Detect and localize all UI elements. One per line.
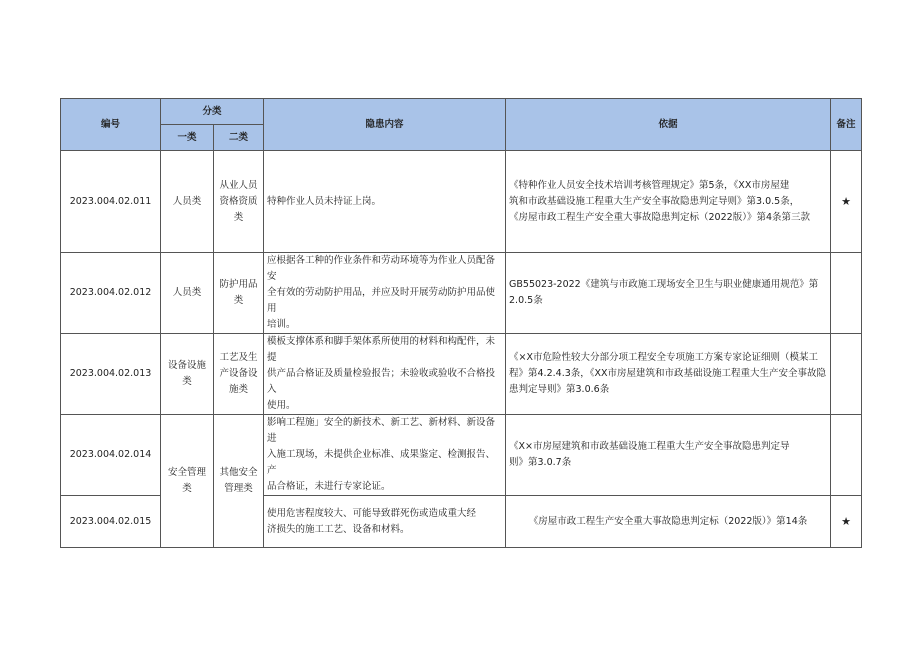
row-cat2 — [214, 334, 264, 415]
row-basis — [506, 253, 831, 334]
content-line: 供产品合格证及质量检验报告；未验收或验收不合格投入 — [267, 368, 496, 395]
row-cat1: 人员类 — [161, 151, 214, 253]
row-id: 2023.004.02.014 — [61, 415, 161, 496]
basis-line: 《×X市危险性较大分部分项工程安全专项施工方案专家论证细则（模某工 — [509, 352, 818, 363]
cat2-line: 资格资质 — [219, 195, 258, 207]
cat2-line: 防护用品 — [219, 279, 258, 290]
row-note-star: ★ — [831, 151, 862, 253]
row-note — [831, 334, 862, 415]
content-line: 济损失的施工工艺、设备和材料。 — [267, 523, 410, 535]
row-cat1: 安全管理类 — [161, 415, 214, 548]
table-row — [61, 415, 862, 496]
cat2-line: 管理类 — [224, 483, 253, 494]
row-cat1: 人员类 — [161, 253, 214, 334]
basis-line: 程》第4.2.4.3条，《XX市房屋建筑和市政基础设施工程重大生产安全事故隐 — [509, 368, 827, 379]
row-cat2 — [214, 151, 264, 253]
row-content — [264, 496, 506, 548]
row-content — [264, 415, 506, 496]
row-id: 2023.004.02.012 — [61, 253, 161, 334]
row-content — [264, 334, 506, 415]
cat2-line: 产设备设 — [219, 368, 258, 379]
row-cat2 — [214, 415, 264, 548]
table-row — [61, 334, 862, 415]
cat2-line: 类 — [233, 211, 244, 223]
basis-line: 《特种作业人员安全技术培训考核管理规定》第5条，《XX市房屋建 — [509, 179, 790, 191]
content-line: 模板支撑体系和脚手架体系所使用的材料和构配件，未提 — [267, 336, 496, 363]
row-basis — [506, 151, 831, 253]
basis-line: 则》第3.0.7条 — [509, 457, 572, 468]
cat2-line: 类 — [233, 295, 244, 306]
row-basis — [506, 496, 831, 548]
cat2-line: 从业人员 — [219, 179, 258, 191]
content-line: 使用。 — [267, 400, 296, 411]
cat2-line: 工艺及生 — [219, 352, 258, 363]
hazard-table — [60, 98, 862, 548]
header-note: 备注 — [831, 99, 862, 151]
content-line: 培训。 — [267, 319, 296, 330]
basis-line: 筑和市政基础设施工程重大生产安全事故隐患判定导则》第3.0.5条， — [509, 195, 800, 207]
basis-line: 《房屋市政工程生产安全重大事故隐患判定标（2022版）》第14条 — [528, 515, 808, 527]
row-id: 2023.004.02.011 — [61, 151, 161, 253]
row-id: 2023.004.02.015 — [61, 496, 161, 548]
row-content — [264, 151, 506, 253]
cat2-line: 施类 — [229, 384, 249, 395]
content-line: 影响工程施」安全的新技术、新工艺、新材料、新设备进 — [267, 417, 496, 444]
row-basis — [506, 334, 831, 415]
content-line: 入施工现场，未提供企业标准、成果鉴定、检测报告、产 — [267, 449, 496, 476]
content-line: 使用危害程度较大、可能导致群死伤或造成重大经 — [267, 507, 477, 519]
header-category: 分类 — [161, 99, 264, 125]
cat2-line: 其他安全 — [219, 467, 258, 478]
row-content — [264, 253, 506, 334]
basis-line: GB55023-2022《建筑与市政施工现场安全卫生与职业健康通用规范》第 — [509, 279, 819, 290]
header-basis: 依据 — [506, 99, 831, 151]
header-cat1: 一类 — [161, 125, 214, 151]
basis-line: 2.0.5条 — [509, 295, 543, 306]
header-id: 编号 — [61, 99, 161, 151]
header-content: 隐患内容 — [264, 99, 506, 151]
content-line: 特种作业人员未持证上岗。 — [267, 195, 382, 207]
basis-line: 《X×市房屋建筑和市政基础设施工程重大生产安全事故隐患判定导 — [509, 441, 790, 452]
table-row — [61, 253, 862, 334]
row-note-star: ★ — [831, 496, 862, 548]
content-line: 品合格证，未进行专家论证。 — [267, 481, 391, 492]
row-cat2 — [214, 253, 264, 334]
table-row — [61, 151, 862, 253]
content-line: 全有效的劳动防护用品，并应及时开展劳动防护用品使用 — [267, 287, 496, 314]
table-header — [61, 99, 862, 151]
basis-line: 患判定导则》第3.0.6条 — [509, 384, 610, 395]
row-note — [831, 253, 862, 334]
row-id: 2023.004.02.013 — [61, 334, 161, 415]
content-line: 应根据各工种的作业条件和劳动环境等为作业人员配备安 — [267, 255, 496, 282]
basis-line: 《房屋市政工程生产安全重大事故隐患判定标（2022版）》第4条第三款 — [509, 211, 810, 223]
header-cat2: 二类 — [214, 125, 264, 151]
row-basis — [506, 415, 831, 496]
row-cat1: 设备设施类 — [161, 334, 214, 415]
row-note — [831, 415, 862, 496]
